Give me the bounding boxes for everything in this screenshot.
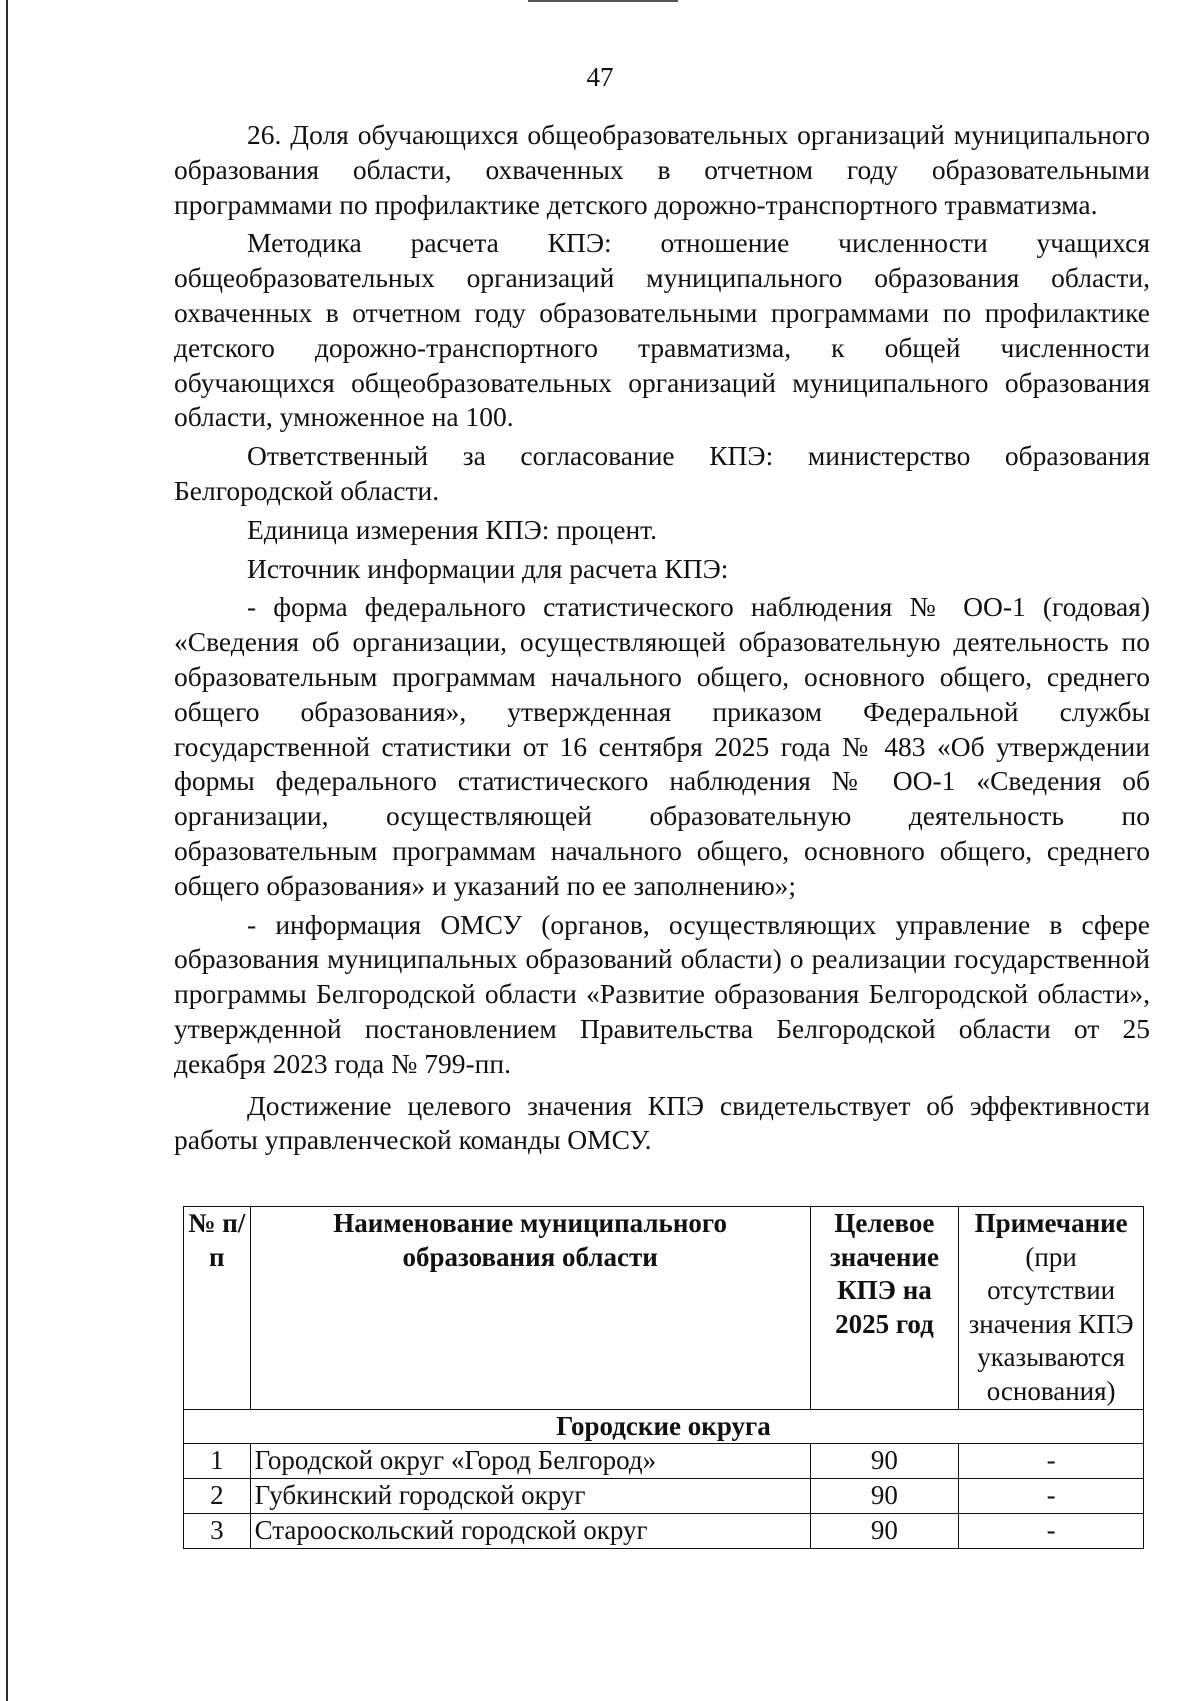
row-note: - bbox=[959, 1479, 1144, 1514]
row-name: Городской округ «Город Белгород» bbox=[250, 1444, 810, 1479]
header-note-title: Примечание bbox=[974, 1208, 1128, 1238]
kpe-table bbox=[183, 1206, 1144, 1549]
header-note bbox=[959, 1207, 1144, 1410]
row-num: 3 bbox=[184, 1514, 251, 1549]
table-row bbox=[184, 1444, 1144, 1479]
paragraph-source-form: - форма федерального статистического наблюдения № ОО-1 (годовая) «Сведения об организации, осуществляющей образовательную деятельность по образовательным программам начального общего, основного общего, среднего общего образования», утвержденная приказом Федеральной службы государственной статистики от 16 сентября 2025 года № 483 «Об утверждении формы федерального статистического наблюдения № ОО-1 «Сведения об организации, осуществляющей образовательную деятельность по образовательным программам начального общего, основного общего, среднего общего образования» и указаний по ее заполнению»; bbox=[174, 591, 1150, 901]
row-note: - bbox=[959, 1514, 1144, 1549]
page-number: 47 bbox=[586, 62, 614, 92]
paragraph-source: Источник информации для расчета КПЭ: bbox=[247, 552, 729, 584]
paragraph-method: Методика расчета КПЭ: отношение численности учащихся общеобразовательных организаций муниципального образования области, охваченных в отчетном году образовательными программами по профилактике детского дорожно-транспортного травматизма, к общей численности обучающихся общеобразовательных организаций муниципального образования области, умноженное на 100. bbox=[174, 227, 1150, 433]
row-target: 90 bbox=[810, 1479, 959, 1514]
table-header-row bbox=[184, 1207, 1144, 1410]
group-row bbox=[184, 1409, 1144, 1444]
header-name: Наименование муниципального образования области bbox=[250, 1207, 810, 1410]
paragraph-source-omsu: - информация ОМСУ (органов, осуществляющих управление в сфере образования муниципальных образований области) о реализации государственной программы Белгородской области «Развитие образования Белгородской области», утвержденной постановлением Правительства Белгородской области от 25 декабря 2023 года № 799-пп. bbox=[174, 908, 1150, 1079]
row-target: 90 bbox=[810, 1444, 959, 1479]
table-row bbox=[184, 1514, 1144, 1549]
header-num: № п/п bbox=[184, 1207, 251, 1410]
row-note: - bbox=[959, 1444, 1144, 1479]
group-label: Городские округа bbox=[184, 1409, 1144, 1444]
row-name: Старооскольский городской округ bbox=[250, 1514, 810, 1549]
row-name: Губкинский городской округ bbox=[250, 1479, 810, 1514]
paragraph-unit: Единица измерения КПЭ: процент. bbox=[247, 513, 658, 545]
scan-edge-left bbox=[6, 0, 8, 1701]
row-num: 2 bbox=[184, 1479, 251, 1514]
row-num: 1 bbox=[184, 1444, 251, 1479]
paragraph-responsible: Ответственный за согласование КПЭ: министерство образования Белгородской области. bbox=[174, 440, 1150, 506]
row-target: 90 bbox=[810, 1514, 959, 1549]
header-note-rest: (при отсутствии значения КПЭ указываются основания) bbox=[968, 1241, 1134, 1406]
scan-edge-top bbox=[528, 0, 678, 2]
document-body bbox=[174, 118, 1150, 1158]
header-target: Целевое значение КПЭ на 2025 год bbox=[810, 1207, 959, 1410]
paragraph-item-title: 26. Доля обучающихся общеобразовательных организаций муниципального образования области, охваченных в отчетном году образовательными программами по профилактике детского дорожно-транспортного травматизма. bbox=[174, 119, 1150, 220]
table-row bbox=[184, 1479, 1144, 1514]
paragraph-achievement: Достижение целевого значения КПЭ свидетельствует об эффективности работы управленческой команды ОМСУ. bbox=[174, 1089, 1150, 1156]
